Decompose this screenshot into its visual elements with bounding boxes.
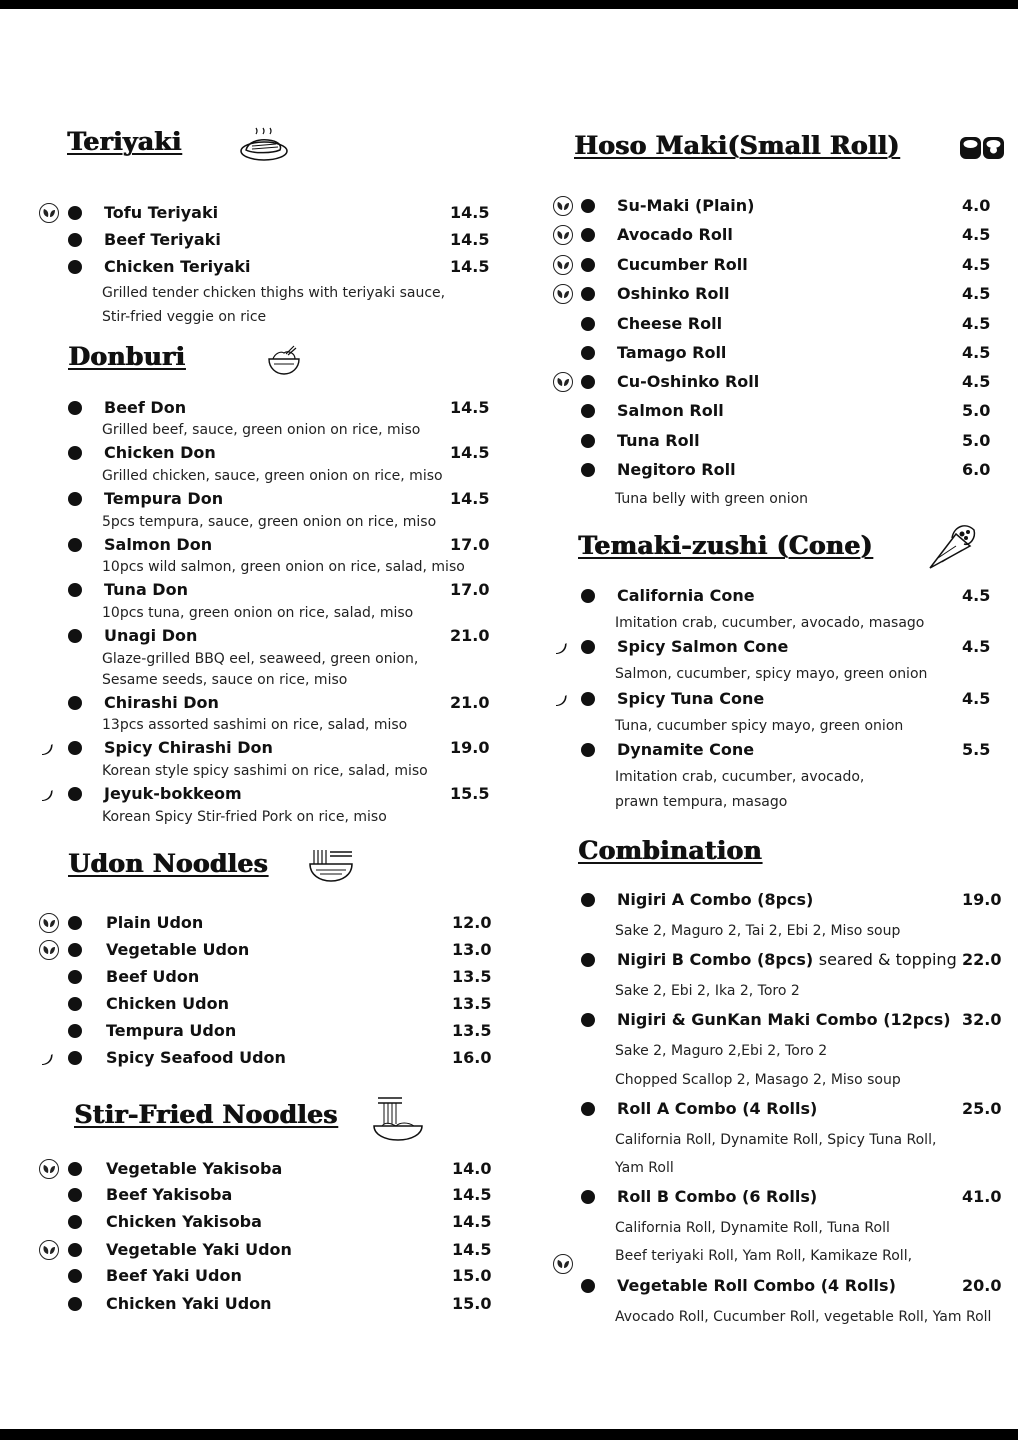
item-name-text: Tempura Udon xyxy=(106,1021,237,1040)
item-name-text: Avocado Roll xyxy=(617,225,733,244)
menu-item-name xyxy=(106,1185,232,1205)
bullet-dot xyxy=(68,1024,82,1038)
bullet-dot xyxy=(68,1269,82,1283)
bullet-dot xyxy=(68,206,82,220)
bullet-dot xyxy=(581,199,595,213)
spicy-icon xyxy=(554,640,568,654)
bottom-border xyxy=(0,1429,1018,1440)
menu-item-name xyxy=(104,738,273,758)
menu-item-price: 4.5 xyxy=(962,689,991,708)
item-name-text: Vegetable Udon xyxy=(106,940,250,959)
bullet-dot xyxy=(68,741,82,755)
menu-item-description: Sesame seeds, sauce on rice, miso xyxy=(102,672,348,688)
item-name-text: Plain Udon xyxy=(106,913,204,932)
bullet-dot xyxy=(581,463,595,477)
menu-item-name xyxy=(617,314,722,334)
item-name-text: Spicy Salmon Cone xyxy=(617,637,789,656)
item-name-text: Tofu Teriyaki xyxy=(104,203,219,222)
bullet-dot xyxy=(581,640,595,654)
menu-item-price: 14.5 xyxy=(452,1185,492,1204)
spicy-icon xyxy=(554,692,568,706)
vegetarian-icon xyxy=(552,371,574,393)
item-name-text: California Cone xyxy=(617,586,755,605)
vegetarian-icon xyxy=(552,195,574,217)
vegetarian-icon xyxy=(552,254,574,276)
menu-item-description: Sake 2, Maguro 2, Tai 2, Ebi 2, Miso soup xyxy=(615,923,901,939)
menu-item-price: 4.5 xyxy=(962,372,991,391)
menu-item-description: 10pcs tuna, green onion on rice, salad, miso xyxy=(102,605,414,621)
item-name-text: Chicken Yakisoba xyxy=(106,1212,262,1231)
item-name-text: Su-Maki (Plain) xyxy=(617,196,755,215)
bullet-dot xyxy=(581,404,595,418)
item-name-text: Beef Udon xyxy=(106,967,200,986)
item-name-text: Tuna Don xyxy=(104,580,188,599)
menu-item-price: 14.5 xyxy=(450,443,490,462)
item-name-text: Negitoro Roll xyxy=(617,460,736,479)
item-name-text: Unagi Don xyxy=(104,626,198,645)
vegetarian-icon xyxy=(552,283,574,305)
menu-item-price: 14.5 xyxy=(450,203,490,222)
menu-item-description: Avocado Roll, Cucumber Roll, vegetable Roll, Yam Roll xyxy=(615,1309,992,1325)
menu-item-name xyxy=(617,890,813,910)
menu-item-name xyxy=(106,1294,272,1314)
menu-item-price: 15.0 xyxy=(452,1294,492,1313)
combo-section-title: Combination xyxy=(578,836,762,865)
menu-item-price: 14.5 xyxy=(450,230,490,249)
menu-item-name xyxy=(617,255,748,275)
item-name-text: Spicy Seafood Udon xyxy=(106,1048,286,1067)
menu-item-name xyxy=(617,586,755,606)
menu-item-price: 13.5 xyxy=(452,967,492,986)
menu-item-name xyxy=(617,196,754,216)
bullet-dot xyxy=(581,228,595,242)
menu-item-description: California Roll, Dynamite Roll, Spicy Tuna Roll, xyxy=(615,1132,937,1148)
menu-item-price: 5.0 xyxy=(962,431,991,450)
menu-item-price: 15.0 xyxy=(452,1266,492,1285)
menu-item-price: 14.0 xyxy=(452,1159,492,1178)
menu-item-name xyxy=(617,372,759,392)
bullet-dot xyxy=(581,692,595,706)
item-name-text: Vegetable Roll Combo (4 Rolls) xyxy=(617,1276,896,1295)
bullet-dot xyxy=(68,943,82,957)
menu-item-description: Imitation crab, cucumber, avocado, masago xyxy=(615,615,925,631)
item-name-text: Chirashi Don xyxy=(104,693,219,712)
udon-section-title: Udon Noodles xyxy=(68,849,268,878)
menu-item-description: Yam Roll xyxy=(615,1160,674,1176)
item-name-text: Dynamite Cone xyxy=(617,740,755,759)
item-name-text: Nigiri & GunKan Maki Combo (12pcs) xyxy=(617,1010,951,1029)
item-name-text: Tuna Roll xyxy=(617,431,700,450)
item-name-suffix: seared & topping xyxy=(818,950,957,969)
menu-item-price: 32.0 xyxy=(962,1010,1002,1029)
menu-item-description: Korean Spicy Stir-fried Pork on rice, miso xyxy=(102,809,387,825)
item-name-text: Salmon Roll xyxy=(617,401,724,420)
menu-item-price: 21.0 xyxy=(450,693,490,712)
menu-item-price: 4.5 xyxy=(962,586,991,605)
menu-item-name xyxy=(104,443,216,463)
item-name-text: Chicken Yaki Udon xyxy=(106,1294,272,1313)
menu-item-price: 16.0 xyxy=(452,1048,492,1067)
item-name-text: Vegetable Yakisoba xyxy=(106,1159,283,1178)
item-name-text: Jeyuk-bokkeom xyxy=(104,784,242,803)
menu-item-name xyxy=(617,1276,896,1296)
menu-item-name xyxy=(617,343,726,363)
menu-item-price: 19.0 xyxy=(962,890,1002,909)
hoso-section-title: Hoso Maki(Small Roll) xyxy=(574,131,900,160)
menu-item-description: prawn tempura, masago xyxy=(615,794,788,810)
menu-item-price: 4.5 xyxy=(962,637,991,656)
menu-item-description: Glaze-grilled BBQ eel, seaweed, green onion, xyxy=(102,651,419,667)
menu-item-price: 22.0 xyxy=(962,950,1002,969)
bullet-dot xyxy=(68,1243,82,1257)
bullet-dot xyxy=(581,743,595,757)
bullet-dot xyxy=(581,1279,595,1293)
spicy-icon xyxy=(40,741,54,755)
menu-item-name xyxy=(617,1187,817,1207)
item-name-text: Tamago Roll xyxy=(617,343,727,362)
bullet-dot xyxy=(581,953,595,967)
menu-item-description: Sake 2, Ebi 2, Ika 2, Toro 2 xyxy=(615,983,800,999)
menu-item-description: Grilled beef, sauce, green onion on rice, miso xyxy=(102,422,421,438)
menu-item-name xyxy=(617,284,729,304)
menu-item-name xyxy=(617,637,788,657)
menu-item-name xyxy=(617,1099,817,1119)
item-name-text: Cu-Oshinko Roll xyxy=(617,372,760,391)
menu-item-description: Salmon, cucumber, spicy mayo, green onion xyxy=(615,666,928,682)
bullet-dot xyxy=(581,258,595,272)
bullet-dot xyxy=(68,446,82,460)
menu-item-price: 4.5 xyxy=(962,314,991,333)
bullet-dot xyxy=(581,434,595,448)
menu-item-name xyxy=(104,489,223,509)
menu-item-price: 4.5 xyxy=(962,225,991,244)
item-name-text: Chicken Teriyaki xyxy=(104,257,251,276)
item-name-text: Beef Yaki Udon xyxy=(106,1266,242,1285)
menu-item-price: 17.0 xyxy=(450,535,490,554)
item-name-text: Roll B Combo (6 Rolls) xyxy=(617,1187,818,1206)
menu-item-description: Grilled tender chicken thighs with teriyaki sauce, xyxy=(102,285,446,301)
menu-item-description: California Roll, Dynamite Roll, Tuna Roll xyxy=(615,1220,890,1236)
menu-item-name xyxy=(104,398,186,418)
menu-item-description: Imitation crab, cucumber, avocado, xyxy=(615,769,865,785)
menu-item-price: 41.0 xyxy=(962,1187,1002,1206)
menu-item-name xyxy=(106,994,229,1014)
menu-item-name xyxy=(104,203,218,223)
bullet-dot xyxy=(68,970,82,984)
menu-item-name xyxy=(617,225,733,245)
menu-item-price: 5.5 xyxy=(962,740,991,759)
menu-item-name xyxy=(106,1048,286,1068)
menu-item-description: 5pcs tempura, sauce, green onion on rice, miso xyxy=(102,514,437,530)
stirfried-section-title: Stir-Fried Noodles xyxy=(74,1100,338,1129)
menu-item-name xyxy=(617,689,764,709)
menu-item-price: 6.0 xyxy=(962,460,991,479)
bullet-dot xyxy=(581,1013,595,1027)
noodle-bowl-icon xyxy=(306,846,356,888)
menu-item-description: 10pcs wild salmon, green onion on rice, salad, miso xyxy=(102,559,465,575)
menu-item-price: 14.5 xyxy=(452,1212,492,1231)
menu-item-name xyxy=(617,740,754,760)
menu-item-description: Tuna, cucumber spicy mayo, green onion xyxy=(615,718,904,734)
bullet-dot xyxy=(68,260,82,274)
bullet-dot xyxy=(581,1102,595,1116)
menu-item-name xyxy=(104,257,251,277)
menu-item-name xyxy=(106,967,199,987)
vegetarian-icon xyxy=(38,1239,60,1261)
item-name-text: Cheese Roll xyxy=(617,314,723,333)
menu-item-name xyxy=(106,1212,262,1232)
noodles-chopsticks-icon xyxy=(372,1094,424,1146)
bullet-dot xyxy=(68,1188,82,1202)
menu-item-name xyxy=(104,784,242,804)
bullet-dot xyxy=(581,1190,595,1204)
bullet-dot xyxy=(68,916,82,930)
bullet-dot xyxy=(68,1297,82,1311)
bullet-dot xyxy=(68,401,82,415)
menu-item-price: 20.0 xyxy=(962,1276,1002,1295)
item-name-text: Beef Don xyxy=(104,398,187,417)
item-name-text: Tempura Don xyxy=(104,489,224,508)
menu-item-name xyxy=(104,230,221,250)
item-name-text: Cucumber Roll xyxy=(617,255,748,274)
menu-item-name xyxy=(106,913,203,933)
item-name-text: Salmon Don xyxy=(104,535,213,554)
menu-item-name xyxy=(617,950,957,970)
vegetarian-icon xyxy=(38,202,60,224)
bullet-dot xyxy=(68,1162,82,1176)
item-name-text: Beef Teriyaki xyxy=(104,230,221,249)
bullet-dot xyxy=(581,317,595,331)
menu-item-price: 13.5 xyxy=(452,1021,492,1040)
menu-item-name xyxy=(104,580,188,600)
item-name-text: Spicy Tuna Cone xyxy=(617,689,765,708)
rice-bowl-icon xyxy=(266,344,302,380)
menu-item-description: Stir-fried veggie on rice xyxy=(102,309,267,325)
menu-item-name xyxy=(617,460,736,480)
maki-roll-icon xyxy=(958,134,1006,166)
menu-item-price: 4.5 xyxy=(962,343,991,362)
bullet-dot xyxy=(68,696,82,710)
menu-item-price: 13.5 xyxy=(452,994,492,1013)
bullet-dot xyxy=(581,589,595,603)
bullet-dot xyxy=(68,492,82,506)
item-name-text: Oshinko Roll xyxy=(617,284,730,303)
bullet-dot xyxy=(581,375,595,389)
vegetarian-icon xyxy=(38,1158,60,1180)
menu-item-name xyxy=(106,940,249,960)
menu-item-description: Chopped Scallop 2, Masago 2, Miso soup xyxy=(615,1072,901,1088)
item-name-text: Roll A Combo (4 Rolls) xyxy=(617,1099,818,1118)
menu-item-name xyxy=(106,1240,292,1260)
menu-item-name xyxy=(104,693,219,713)
item-name-text: Vegetable Yaki Udon xyxy=(106,1240,292,1259)
menu-item-name xyxy=(106,1021,236,1041)
bullet-dot xyxy=(68,787,82,801)
menu-item-price: 15.5 xyxy=(450,784,490,803)
menu-item-price: 13.0 xyxy=(452,940,492,959)
vegetarian-icon xyxy=(552,1253,574,1275)
menu-item-price: 4.5 xyxy=(962,284,991,303)
donburi-section-title: Donburi xyxy=(68,342,185,371)
bullet-dot xyxy=(68,629,82,643)
vegetarian-icon xyxy=(552,224,574,246)
bullet-dot xyxy=(68,1215,82,1229)
menu-item-name xyxy=(617,401,724,421)
menu-item-name xyxy=(104,626,197,646)
bullet-dot xyxy=(68,583,82,597)
menu-item-price: 21.0 xyxy=(450,626,490,645)
bullet-dot xyxy=(68,1051,82,1065)
item-name-text: Chicken Don xyxy=(104,443,216,462)
bullet-dot xyxy=(68,538,82,552)
menu-item-description: Grilled chicken, sauce, green onion on rice, miso xyxy=(102,468,443,484)
menu-item-price: 14.5 xyxy=(450,398,490,417)
spicy-icon xyxy=(40,787,54,801)
menu-item-description: Sake 2, Maguro 2,Ebi 2, Toro 2 xyxy=(615,1043,828,1059)
menu-item-name xyxy=(617,431,700,451)
menu-item-description: Beef teriyaki Roll, Yam Roll, Kamikaze Roll, xyxy=(615,1248,913,1264)
hand-roll-cone-icon xyxy=(926,520,978,576)
menu-item-price: 17.0 xyxy=(450,580,490,599)
item-name-text: Chicken Udon xyxy=(106,994,229,1013)
menu-item-price: 14.5 xyxy=(450,489,490,508)
menu-item-price: 4.5 xyxy=(962,255,991,274)
menu-item-name xyxy=(106,1266,242,1286)
menu-item-price: 5.0 xyxy=(962,401,991,420)
temaki-section-title: Temaki-zushi (Cone) xyxy=(578,531,873,560)
item-name-text: Nigiri B Combo (8pcs) xyxy=(617,950,814,969)
menu-item-price: 4.0 xyxy=(962,196,991,215)
item-name-text: Beef Yakisoba xyxy=(106,1185,233,1204)
top-border xyxy=(0,0,1018,9)
bullet-dot xyxy=(581,893,595,907)
item-name-text: Spicy Chirashi Don xyxy=(104,738,273,757)
bullet-dot xyxy=(581,287,595,301)
teriyaki-plate-icon xyxy=(238,126,290,166)
bullet-dot xyxy=(68,233,82,247)
menu-item-description: 13pcs assorted sashimi on rice, salad, miso xyxy=(102,717,408,733)
vegetarian-icon xyxy=(38,912,60,934)
teriyaki-section-title: Teriyaki xyxy=(67,127,182,156)
bullet-dot xyxy=(68,997,82,1011)
menu-item-price: 25.0 xyxy=(962,1099,1002,1118)
menu-item-description: Korean style spicy sashimi on rice, salad, miso xyxy=(102,763,428,779)
menu-item-name xyxy=(106,1159,282,1179)
menu-item-price: 19.0 xyxy=(450,738,490,757)
menu-item-price: 14.5 xyxy=(452,1240,492,1259)
menu-item-name xyxy=(104,535,212,555)
menu-item-name xyxy=(617,1010,951,1030)
menu-item-description: Tuna belly with green onion xyxy=(615,491,809,507)
item-name-text: Nigiri A Combo (8pcs) xyxy=(617,890,814,909)
menu-item-price: 14.5 xyxy=(450,257,490,276)
vegetarian-icon xyxy=(38,939,60,961)
bullet-dot xyxy=(581,346,595,360)
menu-item-price: 12.0 xyxy=(452,913,492,932)
spicy-icon xyxy=(40,1051,54,1065)
